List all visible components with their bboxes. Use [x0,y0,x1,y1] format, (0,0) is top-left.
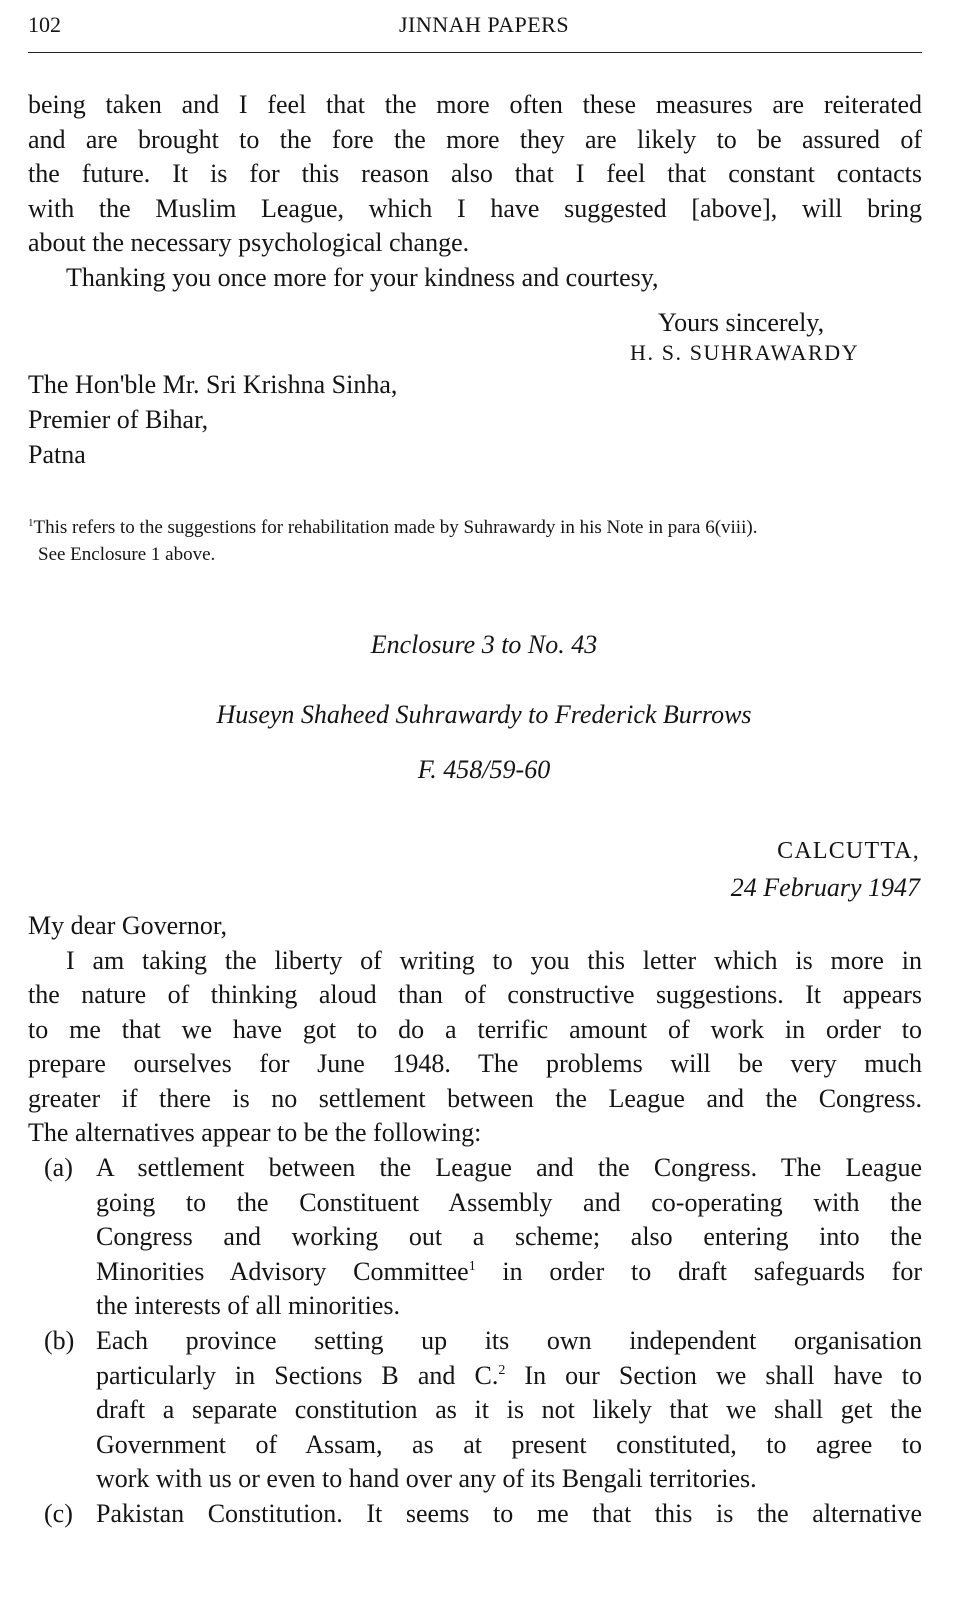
letter2-body [28,909,922,1151]
text-line: and are brought to the fore the more they are likely to be assured of [28,124,922,154]
item-label: (c) [44,1499,73,1528]
text-line: to me that we have got to do a terrific amount of work in order to [28,1014,922,1044]
text-line: Congress and working out a scheme; also entering into the [96,1222,922,1251]
text-line: the interests of all minorities. [96,1291,400,1320]
file-reference: F. 458/59-60 [417,755,551,784]
text-line: A settlement between the League and the Congress. The League [96,1153,922,1182]
enclosure-subtitle: Huseyn Shaheed Suhrawardy to Frederick Burrows [216,700,752,729]
enclosure-title: Enclosure 3 to No. 43 [370,630,598,659]
addressee-line: The Hon'ble Mr. Sri Krishna Sinha, [28,370,398,399]
letter1-body [28,88,922,295]
footnote-marker: 1 [28,517,34,529]
text-segment: in order to draft safeguards for [475,1256,922,1286]
text-line: going to the Constituent Assembly and co-operating with the [96,1187,922,1217]
text-line: Each province setting up its own independent organisation [96,1326,922,1355]
text-line: greater if there is no settlement between the League and the Congress. [28,1083,922,1113]
text-line: I am taking the liberty of writing to you this letter which is more in [66,945,922,975]
text-line [96,1255,922,1290]
item-label: (a) [44,1153,73,1182]
header-rule [28,52,922,53]
text-line: prepare ourselves for June 1948. The problems will be very much [28,1049,922,1078]
text-line: with the Muslim League, which I have suggested [above], will bring [28,193,922,223]
text-line [96,1359,922,1394]
signature: H. S. SUHRAWARDY [630,340,860,365]
text-segment: Minorities Advisory Committee [96,1256,469,1286]
text-line: the future. It is for this reason also that I feel that constant contacts [28,159,922,188]
salutation: My dear Governor, [28,911,227,940]
letter-place: CALCUTTA, [777,838,920,864]
text-line: The alternatives appear to be the following: [28,1118,482,1147]
closing: Yours sincerely, [658,308,825,337]
text-line: Pakistan Constitution. It seems to me that this is the alternative [96,1499,922,1528]
addressee-line: Patna [28,440,86,469]
text-line: Government of Assam, as at present constituted, to agree to [96,1429,922,1459]
page-number: 102 [28,12,61,37]
text-line: the nature of thinking aloud than of constructive suggestions. It appears [28,980,922,1009]
text-line: being taken and I feel that the more often these measures are reiterated [28,90,922,119]
item-label: (b) [44,1326,75,1355]
running-head: JINNAH PAPERS [398,12,570,37]
list-item [28,1324,922,1497]
footnote-ref: 2 [498,1362,506,1378]
thanks-line: Thanking you once more for your kindness and courtesy, [66,262,659,292]
text-line: about the necessary psychological change. [28,228,470,257]
list-item [28,1151,922,1324]
footnote-ref: 1 [468,1258,476,1274]
letter-date: 24 February 1947 [730,873,920,902]
footnote-line [28,510,922,541]
footnote-text: This refers to the suggestions for rehabilitation made by Suhrawardy in his Note in para 6(viii). [33,517,758,538]
text-line: work with us or even to hand over any of its Bengali territories. [96,1464,757,1493]
list-item [28,1497,922,1532]
text-segment: In our Section we shall have to [505,1360,923,1390]
text-segment: particularly in Sections B and C. [96,1360,499,1390]
footnote [28,510,922,568]
addressee-line: Premier of Bihar, [28,405,209,434]
footnote-line: See Enclosure 1 above. [38,544,216,565]
text-line: draft a separate constitution as it is not likely that we shall get the [96,1395,922,1424]
